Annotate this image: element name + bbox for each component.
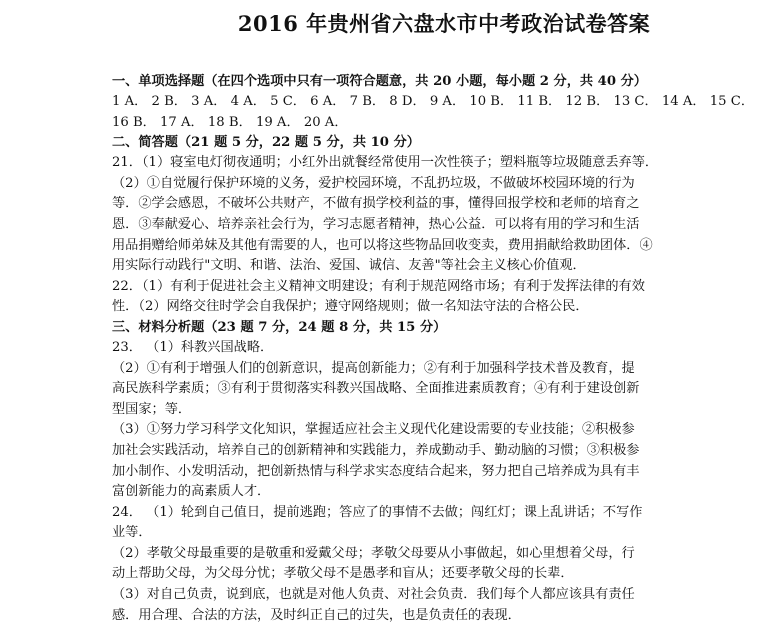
answer-line: 22．（1）有利于促进社会主义精神文明建设；有利于规范网络市场；有利于发挥法律的有效: [112, 278, 645, 294]
answer-line: 24． （1）轮到自己值日，提前逃跑；答应了的事情不去做；闯红灯；课上乱讲话；不写作: [112, 504, 643, 520]
answer-line: 恩．③奉献爱心、培养亲社会行为，学习志愿者精神，热心公益．可以将有用的学习和生活: [112, 216, 640, 232]
section-heading: 二、简答题（21 题 5 分，22 题 5 分，共 10 分）: [112, 135, 420, 151]
answer-line: （2）①有利于增强人们的创新意识，提高创新能力；②有利于加强科学技术普及教育，提: [112, 360, 635, 376]
answer-line: 21．（1）寝室电灯彻夜通明；小红外出就餐经常使用一次性筷子；塑料瓶等垃圾随意丢弃等．: [112, 155, 659, 171]
answer-line: （2）①自觉履行保护环境的义务，爱护校园环境，不乱扔垃圾，不做破坏校园环境的行为: [112, 175, 635, 191]
answer-line: 型国家；等．: [112, 401, 192, 417]
answer-line: 业等．: [112, 525, 152, 541]
answer-line: 富创新能力的高素质人才．: [112, 484, 271, 500]
answer-line: 性．（2）网络交往时学会自我保护；遵守网络规则；做一名知法守法的合格公民．: [112, 299, 589, 315]
answer-line: 加小制作、小发明活动，把创新热情与科学求实态度结合起来，努力把自己培养成为具有丰: [112, 463, 640, 479]
answer-line: 23． （1）科教兴国战略．: [112, 339, 274, 355]
answer-line: 等．②学会感恩，不破坏公共财产，不做有损学校利益的事，懂得回报学校和老师的培育之: [112, 196, 640, 212]
answer-line: 16 B． 17 A． 18 B． 19 A． 20 A．: [112, 114, 348, 130]
answer-line: 动上帮助父母，为父母分忧；孝敬父母不是愚孝和盲从；还要孝敬父母的长辈．: [112, 566, 574, 582]
page-title: 2016 年贵州省六盘水市中考政治试卷答案: [237, 11, 651, 36]
answer-line: 加社会实践活动，培养自己的创新精神和实践能力，养成勤动手、勤动脑的习惯；③积极参: [112, 442, 640, 458]
section-material-analysis: [112, 318, 756, 626]
answer-line: （3）①努力学习科学文化知识，掌握适应社会主义现代化建设需要的专业技能；②积极参: [112, 422, 635, 438]
section-short-answer: [112, 133, 756, 318]
answer-line: （3）对自己负责，说到底，也就是对他人负责、对社会负责．我们每个人都应该具有责任: [112, 587, 635, 603]
answer-line: 用实际行动践行"文明、和谐、法治、爱国、诚信、友善"等社会主义核心价值观．: [112, 258, 586, 274]
section-heading: 一、单项选择题（在四个选项中只有一项符合题意，共 20 小题，每小题 2 分，共 40 分）: [112, 74, 647, 89]
section-multiple-choice: [112, 72, 756, 133]
answer-line: 高民族科学素质；③有利于贯彻落实科教兴国战略、全面推进素质教育；④有利于建设创新: [112, 381, 640, 397]
answer-line: （2）孝敬父母最重要的是敬重和爱戴父母；孝敬父母要从小事做起，如心里想着父母，行: [112, 545, 635, 561]
section-heading: 三、材料分析题（23 题 7 分，24 题 8 分，共 15 分）: [112, 319, 447, 335]
answer-line: 1 A． 2 B． 3 A． 4 A． 5 C． 6 A． 7 B． 8 D． 9 A． 10 B． 11 B． 12 B． 13 C． 14 A． 15 C．: [112, 94, 755, 109]
answer-line: 感．用合理、合法的方法，及时纠正自己的过失，也是负责任的表现．: [112, 607, 521, 623]
answer-line: 用品捐赠给师弟妹及其他有需要的人，也可以将这些物品回收变卖，费用捐献给救助团体．④: [112, 237, 653, 253]
